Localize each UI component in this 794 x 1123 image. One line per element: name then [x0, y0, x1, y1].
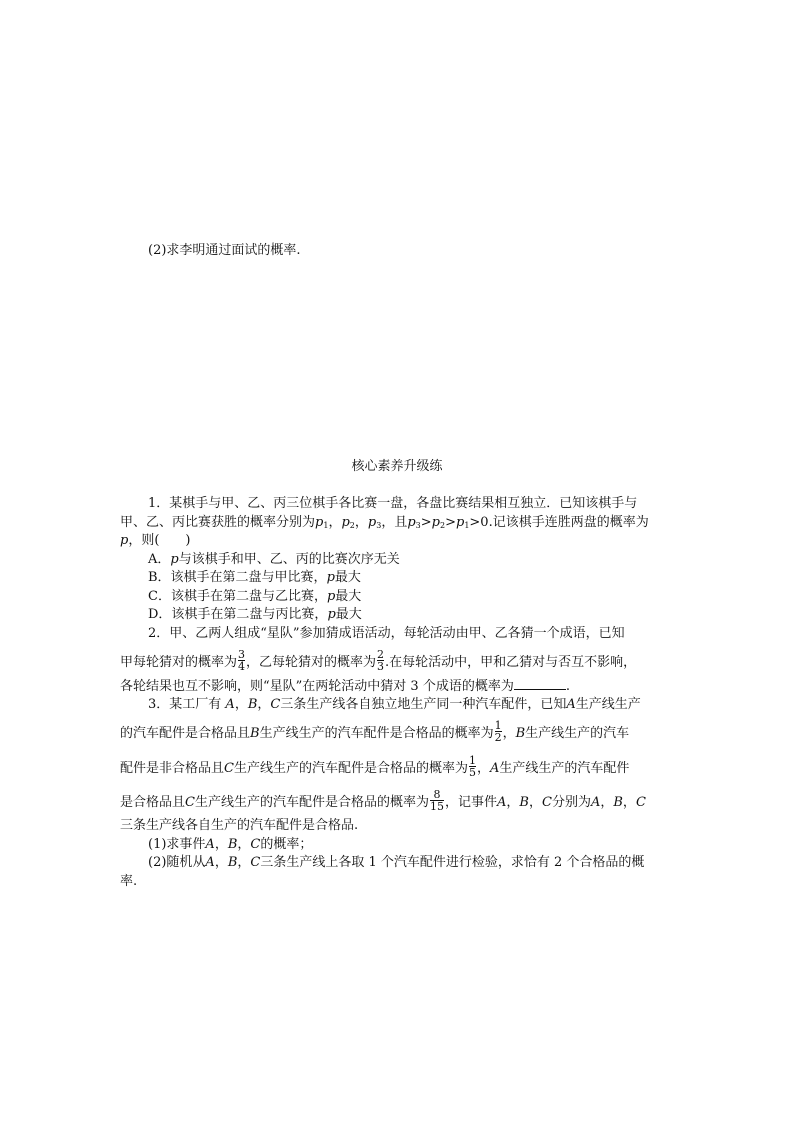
fraction-1-2: $\frac{1}{2}$ [494, 719, 502, 744]
problem-3-question-2-end: 率. [120, 874, 138, 889]
fraction-1-5: $\frac{1}{5}$ [468, 754, 476, 779]
problem-2-line-2: 甲每轮猜对的概率为 $\frac{3}{4}$ ，乙每轮猜对的概率为 $\frac{2}{3}$ .在每轮活动中，甲和乙猜对与否互不影响， [120, 648, 637, 673]
section-title: 核心素养升级练 [351, 459, 443, 474]
option-b: B．该棋手在第二盘与甲比赛，p最大 [148, 570, 361, 585]
problem-3-line-2: 的汽车配件是合格品且B生产线生产的汽车配件是合格品的概率为 $\frac{1}{2}$ ，B生产线生产的汽车 [120, 719, 630, 744]
option-a: A．p与该棋手和甲、乙、丙的比赛次序无关 [148, 552, 400, 567]
problem-1-line-1: 1．某棋手与甲、乙、丙三位棋手各比赛一盘，各盘比赛结果相互独立．已知该棋手与 [148, 496, 638, 511]
problem-1-line-2: 甲、乙、丙比赛获胜的概率分别为$p_1$，$p_2$，$p_3$，且$p_3>p_2>p_1>0$.记该棋手连胜两盘的概率为 [120, 515, 649, 530]
fraction-3-4: $\frac{3}{4}$ [238, 648, 246, 673]
problem-3-question-2: (2)随机从A，B，C三条生产线上各取 1 个汽车配件进行检验，求恰有 2 个合格品的概 [148, 855, 645, 870]
problem-3-line-1: 3．某工厂有 A，B，C三条生产线各自独立地生产同一种汽车配件，已知A生产线生产 [148, 697, 641, 712]
problem-2-line-1: 2．甲、乙两人组成“星队”参加猜成语活动，每轮活动由甲、乙各猜一个成语，已知 [148, 626, 625, 641]
fraction-8-15: $\frac{8}{15}$ [429, 788, 444, 813]
problem-3-question-1: (1)求事件A，B，C的概率； [148, 837, 313, 852]
problem-2-line-3: 各轮结果也互不影响，则“星队”在两轮活动中猜对 3 个成语的概率为 . [120, 679, 570, 694]
answer-blank [514, 677, 566, 690]
problem-3-line-4: 是合格品且C生产线生产的汽车配件是合格品的概率为 $\frac{8}{15}$ ，记事件A，B，C分别为A，B，C [120, 788, 646, 813]
problem-3-line-3: 配件是非合格品且C生产线生产的汽车配件是合格品的概率为 $\frac{1}{5}$ ，A生产线生产的汽车配件 [120, 754, 630, 779]
prev-question-2: (2)求李明通过面试的概率. [148, 243, 301, 258]
problem-3-line-5: 三条生产线各自生产的汽车配件是合格品. [120, 818, 359, 833]
problem-1-line-3: p，则( ) [120, 533, 191, 548]
fraction-2-3: $\frac{2}{3}$ [377, 648, 385, 673]
option-c: C．该棋手在第二盘与乙比赛，p最大 [148, 589, 362, 604]
option-d: D．该棋手在第二盘与丙比赛，p最大 [148, 607, 362, 622]
